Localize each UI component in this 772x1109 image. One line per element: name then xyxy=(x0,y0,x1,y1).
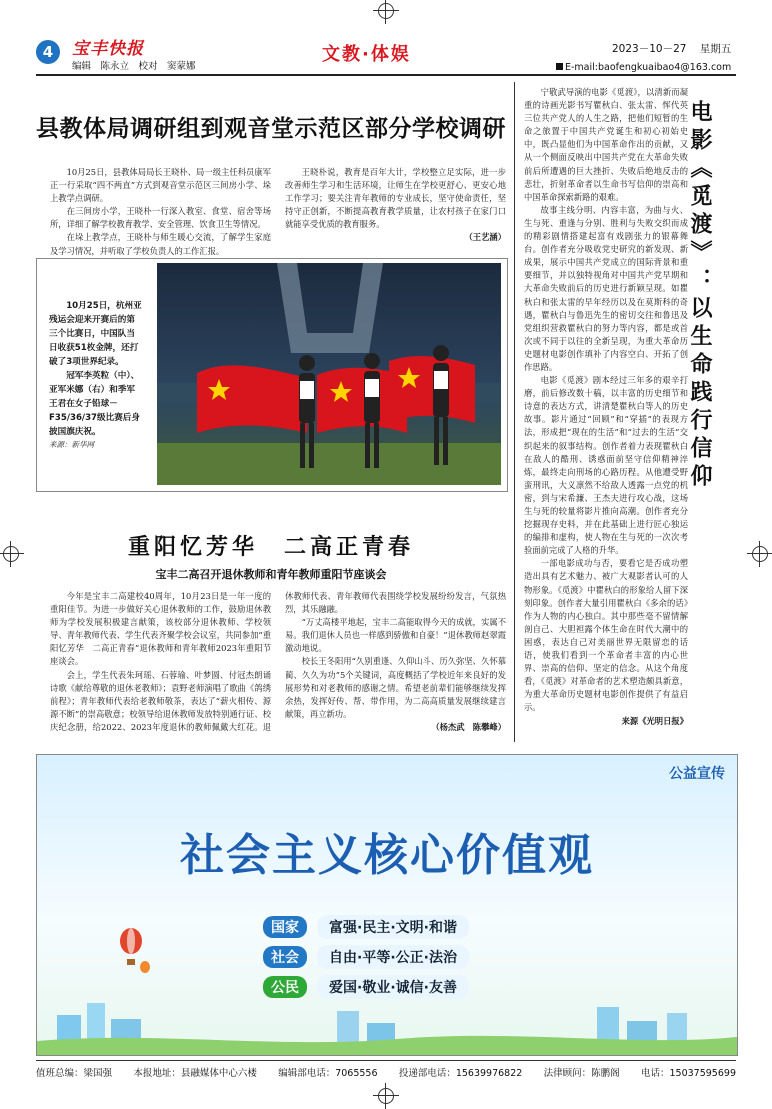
city-skyline xyxy=(37,995,737,1055)
article2-byline: （杨杰武 陈攀峰） xyxy=(431,721,506,732)
page-number: 4 xyxy=(42,43,54,61)
footer-item: 编辑部电话：7065556 xyxy=(278,1068,378,1079)
article3-paragraph: 故事主线分明、内容丰富，为曲与火、生与死、重逢与分别、胜利与失败交织而成的精彩剧情搭建起富有戏剧张力的银幕舞台。创作者充分吸收党史研究的新发现、新成果，展示中国共产党成立的国际背景和重要细节，并以独特视角对中国共产党早期和大革命失败前后的历史进行新颖呈现。如瞿秋白和张太雷的早年经历以及在莫斯科的奇遇，瞿秋白与鲁迅先生的密切交往和鲁迅及党组织营救瞿秋白的努力等内容，都是或首次或不同于以往的全新呈现，为重大革命历史题材电影创作填补了内容空白、开拓了创作思路。 xyxy=(524,204,688,372)
article3-paragraph: 电影《觅渡》剧本经过三年多的艰辛打磨，前后修改数十稿，以丰富的历史细节和诗意的表达方式，讲清楚瞿秋白等人的历史故事。影片通过“回顾”和“穿插”的表现方法，形成把“现在的生活”和“过去的生活”交织起来的叙事结构。创作者着力表现瞿秋白在敌人的酷刑、诱惑面前坚守信仰精神淬炼，最终走向刑场的心路历程。从他遭受野蛮刑讯，大义凛然不给敌人透露一点党的机密，到与宋希濂、王杰夫进行攻心战，这场生与死的较量将影片推向高潮。创作者充分挖掘现存史料，并在此基础上进行匠心独运的编排和虚构，使人物在生与死的一次次考验面前完成了人格的升华。 xyxy=(524,375,688,556)
page-number-badge xyxy=(36,40,60,64)
article1-paragraph: 王晓朴说，教育是百年大计，学校整立足实际，进一步改善师生学习和生活环境，让师生在学校更舒心、更安心地工作学习；要关注青年教师的专业成长，坚守使命责任，坚持守正创新，不断提高教育教学质量，让农村孩子在家门口就能享受优质的教育服务。 xyxy=(285,167,506,230)
values-row-label: 公民 xyxy=(263,976,307,998)
photo-block xyxy=(36,258,508,492)
article3-body xyxy=(524,86,688,728)
photo-caption: 10月25日，杭州亚残运会迎来开赛后的第三个比赛日，中国队当日收获51枚金牌，还打破了3项世界纪录。 xyxy=(49,301,142,367)
issue-date xyxy=(612,41,731,56)
article2-paragraph: 校长王冬阳用“久别重逢、久仰山斗、历久弥坚、久怀慕蔺、久久为功”5个关键词，高度概括了学校近年来良好的发展形势和对老教师的感谢之情。希望老前辈们能够继续发挥余热，发挥好传、帮、带作用，为二高高质量发展继续建言献策，再立新功。 xyxy=(285,656,506,719)
editor-line: 编辑 陈永立 校对 窦蒙娜 xyxy=(72,61,196,72)
values-row-text: 富强·民主·文明·和谐 xyxy=(317,915,469,939)
photo-source: 来源：新华网 xyxy=(49,440,94,449)
article2-body xyxy=(50,590,506,734)
footer-item: 电话：15037595699 xyxy=(641,1068,736,1079)
registration-mark-top xyxy=(378,3,394,19)
article3-paragraph: 一部电影成功与否，要看它是否成功塑造出具有艺术魅力、被广大观影者认可的人物形象。《觅渡》中瞿秋白的形象给人留下深刻印象。创作者大量引用瞿秋白《多余的话》作为人物的内心独白。其中那些毫不留情解剖自己、大胆袒露个体生命在时代大潮中的困惑，表达自己对美丽世界无限留恋的话语，使我们看到一个革命者丰富的内心世界、崇高的信仰、坚定的信念。从这个角度看，《觅渡》对革命者的艺术塑造颇具新意，为重大革命历史题材电影创作提供了有益启示。 xyxy=(524,558,688,713)
column-divider xyxy=(514,82,515,742)
article3-title: 电影《觅渡》：以生命践行信仰 xyxy=(687,100,713,492)
footer-item: 法律顾问：陈鹏阁 xyxy=(543,1068,620,1079)
values-row xyxy=(263,915,469,939)
article2-subtitle: 宝丰二高召开退休教师和青年教师重阳节座谈会 xyxy=(155,568,387,581)
email-text: E-mail:baofengkuaibao4@163.com xyxy=(565,62,732,73)
ad-banner xyxy=(36,754,738,1056)
weekday-text: 星期五 xyxy=(699,43,732,55)
article1-body xyxy=(50,166,506,258)
date-text: 2023－10－27 xyxy=(612,43,687,55)
balloon-icon xyxy=(117,927,151,987)
photo-caption-area xyxy=(49,299,143,451)
article1-paragraph: 在垛上教学点，王晓朴与师生暖心交流，了解学生家庭及学习情况，并听取了学校负责人的工作汇报。 xyxy=(50,232,271,256)
article1-byline: （王艺涵） xyxy=(464,232,506,243)
article2-paragraph: “万丈高楼平地起，宝丰二高能取得今天的成就，实属不易。我们退休人员也一样感到骄傲和自豪！”退休教师赵翠霞激动地说。 xyxy=(285,617,506,654)
footer-item: 投递部电话：15639976822 xyxy=(398,1068,523,1079)
values-row-label: 社会 xyxy=(263,946,307,968)
values-row xyxy=(263,945,469,969)
article2-title: 重阳忆芳华 二高正青春 xyxy=(127,534,414,560)
footer-item: 本报地址：县融媒体中心六楼 xyxy=(133,1068,257,1079)
footer-divider xyxy=(36,1060,736,1061)
photo-caption-2: 冠军李英粒（中）、亚军米娜（右）和季军王君在女子铅球－F35/36/37级比赛后身披国旗庆祝。 xyxy=(49,371,140,437)
values-list xyxy=(263,915,469,999)
footer-bar xyxy=(36,1065,736,1079)
ad-tag: 公益宣传 xyxy=(669,766,725,782)
footer-item: 值班总编：梁国强 xyxy=(36,1068,113,1079)
email-line xyxy=(556,62,731,73)
paper-name: 宝丰快报 xyxy=(72,39,144,59)
athletes-photo xyxy=(157,263,501,485)
registration-mark-right xyxy=(752,546,768,562)
article2-paragraph: 今年是宝丰二高建校40周年，10月23日是一年一度的重阳佳节。为进一步做好关心退休教师的工作，鼓励退休教师为学校发展积极建言献策，该校部分退休教师、学校领导、青年教师代表、学生代表齐聚学校会议室，共同参加“重阳忆芳华 二高正青春”退休教师和青年教师2023年重阳节座谈会。 xyxy=(50,591,271,667)
ad-headline: 社会主义核心价值观 xyxy=(180,830,594,881)
values-row-text: 自由·平等·公正·法治 xyxy=(317,945,469,969)
article1-paragraph: 在三间房小学，王晓朴一行深入教室、食堂、宿舍等场所，详细了解学校教育教学、安全管理、饮食卫生等情况。 xyxy=(50,206,271,230)
article2-paragraph: 会上，学生代表朱珂瑶、石蓉瑜、叶梦圆、付冠杰朗诵诗歌《献给尊敬的退休老教师》；袁野老师演唱了歌曲《鸽绣前程》；青年教师代表给老教师敬茶，表达了“薪火相传、源源不断”的崇高敬意；校领导给退休教师发放特别通行证、校庆纪念册，给2022、2023年度退休的教师佩戴大红花。退休教师代表、青年教师代表围绕学校发展纷纷发言，气氛热烈，其乐融融。 xyxy=(50,591,506,732)
values-row-text: 爱国·敬业·诚信·友善 xyxy=(317,975,469,999)
article3-paragraph: 宁敬武导演的电影《觅渡》，以清新而凝重的诗画光影书写瞿秋白、张太雷、恽代英三位共产党人的人生之路，把他们短暂的生命之旅置于中国共产党诞生和初心初始史中，既凸显他们为中国革命作出的贡献，又从一个侧面反映出中国共产党在大革命失败前后所遭遇的巨大挫折、失败后绝地反击的悲壮，折射革命者以生命书写信仰的崇高和中国革命探索新路的艰难。 xyxy=(524,87,688,202)
article1-title: 县教体局调研组到观音堂示范区部分学校调研 xyxy=(36,116,506,142)
section-title: 文教·体娱 xyxy=(322,44,411,65)
registration-mark-left xyxy=(3,546,19,562)
article1-paragraph: 10月25日，县教体局局长王晓朴、局一级主任科员康军正一行采取“四不两直”方式到观音堂示范区三间房小学、垛上教学点调研。 xyxy=(50,167,271,204)
registration-mark-bottom xyxy=(378,1088,394,1104)
values-row-label: 国家 xyxy=(263,916,307,938)
email-icon xyxy=(556,63,563,70)
article3-byline: 来源《光明日报》 xyxy=(621,715,688,726)
header-divider xyxy=(36,74,736,76)
